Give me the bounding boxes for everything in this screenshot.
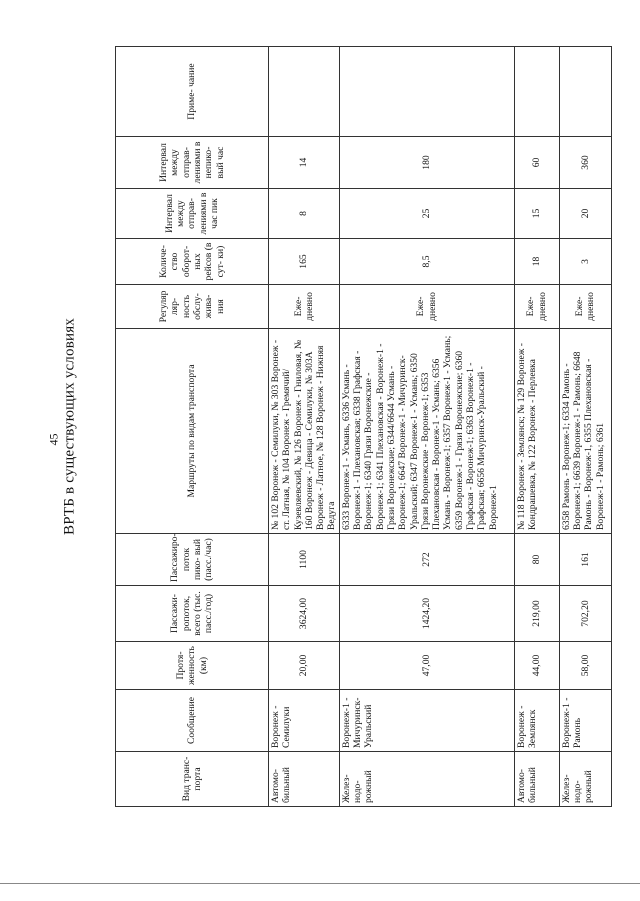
cell-note — [559, 47, 611, 137]
header-offpeak-interval: Интервал между отправ- лениями в непико- вый час — [116, 137, 269, 189]
cell-length: 20,00 — [269, 642, 340, 690]
cell-offpeak-interval: 360 — [559, 137, 611, 189]
scan-edge-line — [0, 883, 640, 884]
cell-length: 47,00 — [339, 642, 514, 690]
cell-route: Воронеж - Землянск — [514, 690, 559, 752]
cell-offpeak-interval: 180 — [339, 137, 514, 189]
table-wrapper — [115, 47, 605, 807]
table-row — [559, 47, 611, 807]
cell-type: Желез- нодо- рожный — [559, 752, 611, 807]
cell-note — [269, 47, 340, 137]
header-peak: Пассажиро- поток пико- вый (пасс./час) — [116, 534, 269, 586]
cell-trips: 18 — [514, 239, 559, 285]
rotated-table-area — [115, 47, 605, 807]
cell-regularity: Еже- дневно — [269, 285, 340, 329]
table-row — [514, 47, 559, 807]
cell-note — [514, 47, 559, 137]
cell-route: Воронеж-1 - Рамонь — [559, 690, 611, 752]
header-length: Протя- женность (км) — [116, 642, 269, 690]
header-regularity: Регуляр ляр- ность обслу- жива- ния — [116, 285, 269, 329]
cell-type: Автомо- бильный — [269, 752, 340, 807]
header-type: Вид транс- порта — [116, 752, 269, 807]
header-route: Сообщение — [116, 690, 269, 752]
table-row — [339, 47, 514, 807]
header-trips: Количе- ство оборот- ных рейсов (в сут- ки) — [116, 239, 269, 285]
cell-note — [339, 47, 514, 137]
cell-peak-interval: 25 — [339, 189, 514, 239]
cell-routes: № 102 Воронеж - Семилуки, № 303 Воронеж - ст. Латная, № 104 Воронеж - Гремячий/Кузевляевский, № 126 Воронеж - Гниловая, № 160 Воронеж - Девица - Семилуки, № 303А Воронеж - Латное, № 128 Воронеж - Нижняя Ведуга — [269, 329, 340, 534]
transport-table — [115, 46, 612, 807]
cell-peak-interval: 8 — [269, 189, 340, 239]
cell-type: Автомо- бильный — [514, 752, 559, 807]
cell-routes: 6358 Рамонь - Воронеж-1; 6334 Рамонь - Воронеж-1; 6639 Воронеж-1 - Рамонь; 6648 Рамонь - Воронеж-1, 6355 Плехановская - Воронеж-1 - Рамонь; 6361 — [559, 329, 611, 534]
cell-routes: 6333 Воронеж-1 - Усмань, 6336 Усмань - Воронеж-1 - Плехановская; 6338 Графская - Воронеж-1; 6340 Грязи Воронежские - Воронеж-1; 6341 Плехановская - Воронеж-1 - Грязи Воронежские; 6344/6644 Усмань - Воронеж-1; 6647 Воронеж-1 - Мичуринск-Уральский; 6347 Воронеж-1 - Усмань; 6350 Грязи Воронежские - Воронеж-1; 6353 Плехановская - Воронеж-1 - Усмань; 6356 Усмань - Воронеж-1; 6357 Воронеж-1 - Усмань; 6359 Воронеж-1 - Грязи Воронежские; 6360 Графская - Воронеж-1; 6363 Воронеж-1 - Графская; 6656 Мичуринск-Уральский - Воронеж-1 — [339, 329, 514, 534]
cell-total: 1424,20 — [339, 586, 514, 642]
cell-type: Желез- нодо- рожный — [339, 752, 514, 807]
header-row — [116, 47, 269, 807]
cell-length: 44,00 — [514, 642, 559, 690]
cell-total: 3624,00 — [269, 586, 340, 642]
cell-offpeak-interval: 60 — [514, 137, 559, 189]
header-note: Приме- чание — [116, 47, 269, 137]
cell-peak: 272 — [339, 534, 514, 586]
cell-regularity: Еже- дневно — [514, 285, 559, 329]
cell-peak: 161 — [559, 534, 611, 586]
cell-peak: 80 — [514, 534, 559, 586]
cell-trips: 3 — [559, 239, 611, 285]
cell-peak-interval: 15 — [514, 189, 559, 239]
header-total: Пассажи- ропоток, всего (тыс. пасс./год) — [116, 586, 269, 642]
cell-peak-interval: 20 — [559, 189, 611, 239]
table-caption: ВРТБ в существующих условиях — [61, 318, 78, 535]
cell-total: 702,20 — [559, 586, 611, 642]
cell-trips: 8,5 — [339, 239, 514, 285]
cell-regularity: Еже- дневно — [339, 285, 514, 329]
cell-route: Воронеж-1 - Мичуринск- Уральский — [339, 690, 514, 752]
header-routes: Маршруты по видам транспорта — [116, 329, 269, 534]
cell-total: 219,00 — [514, 586, 559, 642]
cell-route: Воронеж - Семилуки — [269, 690, 340, 752]
cell-regularity: Еже- дневно — [559, 285, 611, 329]
header-peak-interval: Интервал между отправ- лениями в час пик — [116, 189, 269, 239]
cell-trips: 165 — [269, 239, 340, 285]
cell-routes: № 118 Воронеж - Землянск; № 129 Воронеж - Кондрашевка, № 122 Воронеж - Перлевка — [514, 329, 559, 534]
table-row — [269, 47, 340, 807]
cell-length: 58,00 — [559, 642, 611, 690]
cell-peak: 1100 — [269, 534, 340, 586]
cell-offpeak-interval: 14 — [269, 137, 340, 189]
page-number: 45 — [46, 433, 61, 446]
